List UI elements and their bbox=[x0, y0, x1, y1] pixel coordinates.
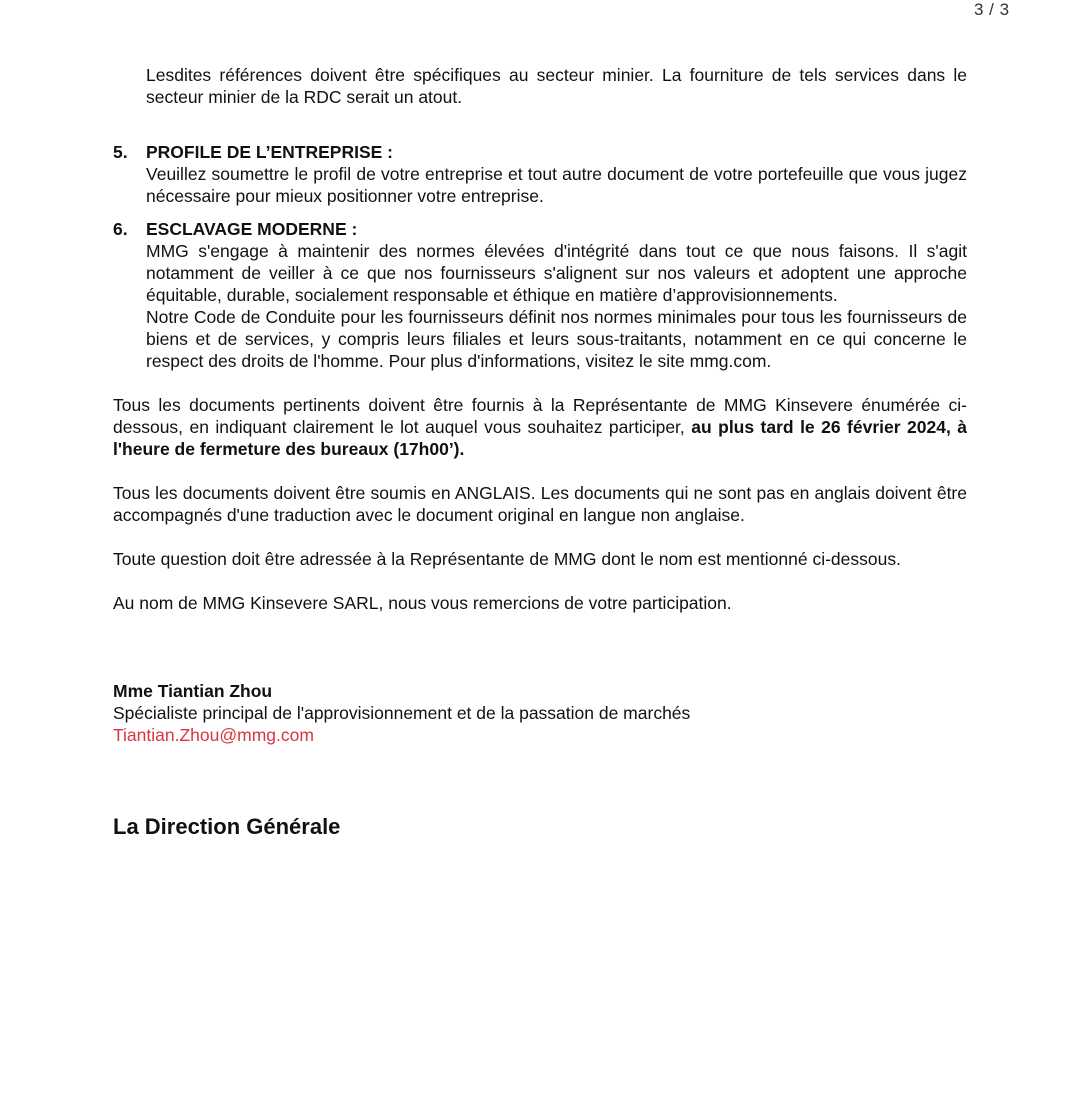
signatory-title: Spécialiste principal de l'approvisionnement et de la passation de marchés bbox=[113, 703, 691, 723]
section-title: ESCLAVAGE MODERNE : bbox=[146, 219, 358, 239]
footer-title: La Direction Générale bbox=[113, 814, 341, 839]
letter-body bbox=[113, 64, 967, 841]
section-modern-slavery bbox=[113, 218, 967, 372]
section-title: PROFILE DE L’ENTREPRISE : bbox=[146, 142, 393, 162]
section-paragraph: Veuillez soumettre le profil de votre entreprise et tout autre document de votre portefeuille que vous jugez nécessaire pour mieux positionner votre entreprise. bbox=[146, 164, 967, 206]
closing-paragraph: Au nom de MMG Kinsevere SARL, nous vous remercions de votre participation. bbox=[113, 593, 732, 613]
submission-paragraph bbox=[113, 394, 967, 460]
intro-paragraph: Lesdites références doivent être spécifiques au secteur minier. La fourniture de tels services dans le secteur minier de la RDC serait un atout. bbox=[146, 65, 967, 107]
submission-deadline: au plus tard le 26 février 2024, à l'heure de fermeture des bureaux (17h00’). bbox=[113, 417, 967, 459]
section-paragraph: MMG s'engage à maintenir des normes élevées d'intégrité dans tout ce que nous faisons. Il s'agit notamment de veiller à ce que nos fournisseurs s'alignent sur nos valeurs et adoptent une approche équitable, durable, socialement responsable et éthique en matière d’approvisionnements. bbox=[146, 241, 967, 305]
section-company-profile bbox=[113, 141, 967, 207]
page-number: 3 / 3 bbox=[974, 0, 1010, 19]
language-paragraph: Tous les documents doivent être soumis en ANGLAIS. Les documents qui ne sont pas en anglais doivent être accompagnés d'une traduction avec le document original en langue non anglaise. bbox=[113, 483, 967, 525]
section-heading bbox=[113, 141, 967, 163]
questions-paragraph: Toute question doit être adressée à la Représentante de MMG dont le nom est mentionné ci-dessous. bbox=[113, 549, 901, 569]
section-paragraph: Notre Code de Conduite pour les fournisseurs définit nos normes minimales pour tous les fournisseurs de biens et de services, y compris leurs filiales et leurs sous-traitants, notamment en ce qui concerne le respect des droits de l'homme. Pour plus d'informations, visitez le site mmg.com. bbox=[146, 307, 967, 371]
section-number: 6. bbox=[113, 219, 128, 239]
section-heading bbox=[113, 218, 967, 240]
submission-text: Tous les documents pertinents doivent être fournis à la Représentante de MMG Kinsevere énumérée ci-dessous, en indiquant clairement le lot auquel vous souhaitez participer, bbox=[113, 395, 967, 437]
signatory-email-link[interactable]: Tiantian.Zhou@mmg.com bbox=[113, 725, 314, 745]
section-number: 5. bbox=[113, 142, 128, 162]
signatory-name: Mme Tiantian Zhou bbox=[113, 681, 273, 701]
